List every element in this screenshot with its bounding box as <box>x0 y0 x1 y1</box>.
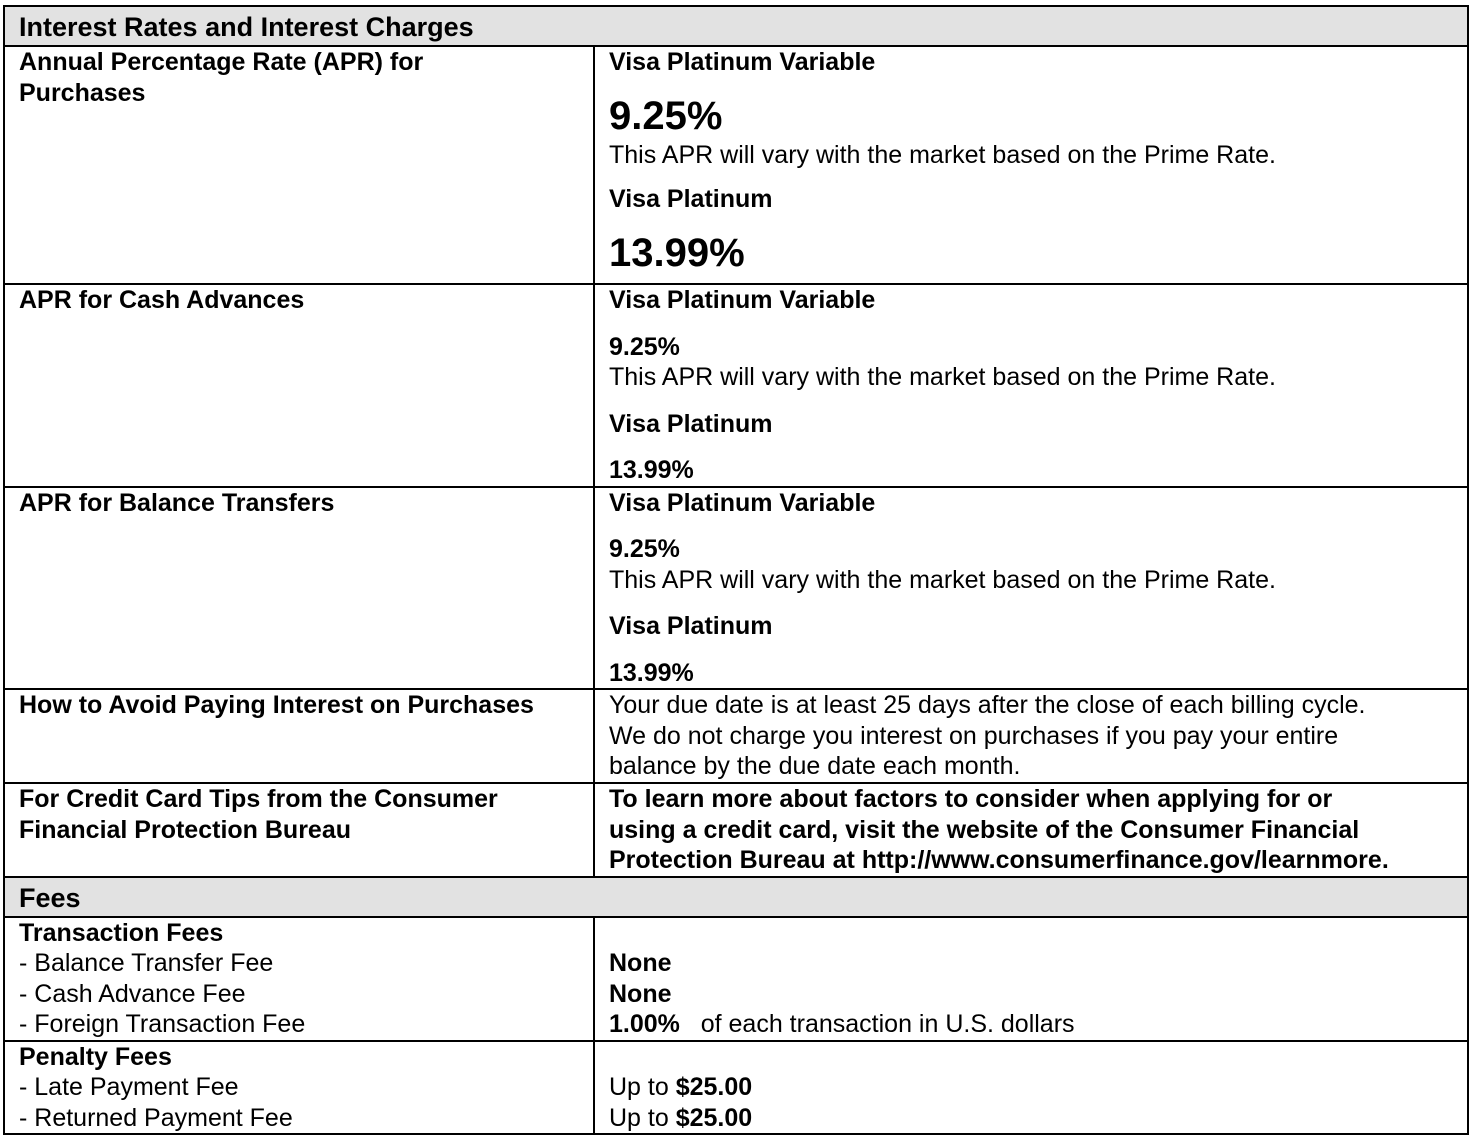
cfpb-line2: using a credit card, visit the website of the Consumer Financial <box>609 815 1360 844</box>
transaction-fees-value-cell <box>594 917 1468 1041</box>
cash-advances-label: APR for Cash Advances <box>19 286 305 314</box>
purchases-rate-variable: 9.25% <box>609 93 723 138</box>
transaction-fees-label-cell <box>4 917 594 1041</box>
cash-advances-rate-fixed: 13.99% <box>609 456 694 484</box>
cash-advances-value-cell <box>594 284 1468 487</box>
purchases-plan-fixed: Visa Platinum <box>609 185 773 213</box>
balance-transfers-row <box>4 487 1468 690</box>
foreign-transaction-fee-label: - Foreign Transaction Fee <box>19 1010 306 1038</box>
cfpb-value-cell <box>594 783 1468 877</box>
balance-transfer-fee-label: - Balance Transfer Fee <box>19 949 274 977</box>
purchases-value-cell <box>594 46 1468 284</box>
avoid-interest-row <box>4 689 1468 783</box>
cfpb-line1: To learn more about factors to consider when applying for or <box>609 785 1333 813</box>
avoid-interest-line3: balance by the due date each month. <box>609 752 1021 780</box>
returned-payment-fee-prefix: Up to <box>609 1103 669 1132</box>
avoid-interest-line2: We do not charge you interest on purchases if you pay your entire <box>609 721 1339 750</box>
cash-advances-plan-fixed: Visa Platinum <box>609 409 773 438</box>
purchases-rate-fixed: 13.99% <box>609 230 745 275</box>
purchases-label-line2: Purchases <box>19 78 146 107</box>
balance-transfers-rate-fixed: 13.99% <box>609 658 694 687</box>
returned-payment-fee-amount: $25.00 <box>675 1103 753 1132</box>
cfpb-row <box>4 783 1468 877</box>
late-payment-fee-amount: $25.00 <box>675 1073 753 1101</box>
interest-section-header: Interest Rates and Interest Charges <box>4 6 1468 46</box>
purchases-plan-variable: Visa Platinum Variable <box>609 48 876 76</box>
cash-advances-plan-variable: Visa Platinum Variable <box>609 286 876 314</box>
cfpb-label-cell <box>4 783 594 877</box>
returned-payment-fee-label: - Returned Payment Fee <box>19 1103 293 1132</box>
late-payment-fee-value <box>609 1072 1459 1103</box>
balance-transfers-note: This APR will vary with the market based on the Prime Rate. <box>609 565 1276 594</box>
late-payment-fee-label: - Late Payment Fee <box>19 1073 239 1101</box>
cfpb-label-line2: Financial Protection Bureau <box>19 815 352 844</box>
penalty-fees-title: Penalty Fees <box>19 1042 172 1071</box>
penalty-fees-row <box>4 1041 1468 1135</box>
interest-section-header-row <box>4 6 1468 46</box>
disclosure-table <box>3 5 1469 1135</box>
cfpb-label-line1: For Credit Card Tips from the Consumer <box>19 785 498 813</box>
balance-transfers-label-cell <box>4 487 594 690</box>
cash-advances-row <box>4 284 1468 487</box>
cash-advances-rate-variable: 9.25% <box>609 332 680 361</box>
late-payment-fee-prefix: Up to <box>609 1073 669 1101</box>
purchases-note: This APR will vary with the market based on the Prime Rate. <box>609 140 1276 169</box>
cash-advance-fee-label: - Cash Advance Fee <box>19 979 246 1008</box>
transaction-fees-row <box>4 917 1468 1041</box>
avoid-interest-line1: Your due date is at least 25 days after the close of each billing cycle. <box>609 691 1366 719</box>
balance-transfers-plan-fixed: Visa Platinum <box>609 612 773 640</box>
fees-section-header-row <box>4 877 1468 917</box>
foreign-transaction-fee-suffix: of each transaction in U.S. dollars <box>700 1010 1075 1038</box>
avoid-interest-label-cell <box>4 689 594 783</box>
fees-section-header: Fees <box>4 877 1468 917</box>
transaction-fees-title: Transaction Fees <box>19 918 224 947</box>
cash-advances-note: This APR will vary with the market based on the Prime Rate. <box>609 363 1276 391</box>
purchases-label-line1: Annual Percentage Rate (APR) for <box>19 48 424 76</box>
cash-advance-fee-value: None <box>609 979 672 1008</box>
balance-transfers-value-cell <box>594 487 1468 690</box>
penalty-fees-value-cell <box>594 1041 1468 1135</box>
returned-payment-fee-value <box>609 1103 1459 1134</box>
balance-transfers-rate-variable: 9.25% <box>609 535 680 563</box>
penalty-fees-label-cell <box>4 1041 594 1135</box>
purchases-label-cell <box>4 46 594 284</box>
purchases-row <box>4 46 1468 284</box>
cash-advances-label-cell <box>4 284 594 487</box>
balance-transfers-label: APR for Balance Transfers <box>19 488 335 517</box>
foreign-transaction-fee-value <box>609 1009 1459 1040</box>
cfpb-line3: Protection Bureau at http://www.consumerfinance.gov/learnmore. <box>609 846 1389 874</box>
avoid-interest-label: How to Avoid Paying Interest on Purchases <box>19 691 534 719</box>
avoid-interest-value-cell <box>594 689 1468 783</box>
foreign-transaction-fee-rate: 1.00% <box>609 1010 680 1038</box>
balance-transfers-plan-variable: Visa Platinum Variable <box>609 488 876 517</box>
balance-transfer-fee-value: None <box>609 949 672 977</box>
